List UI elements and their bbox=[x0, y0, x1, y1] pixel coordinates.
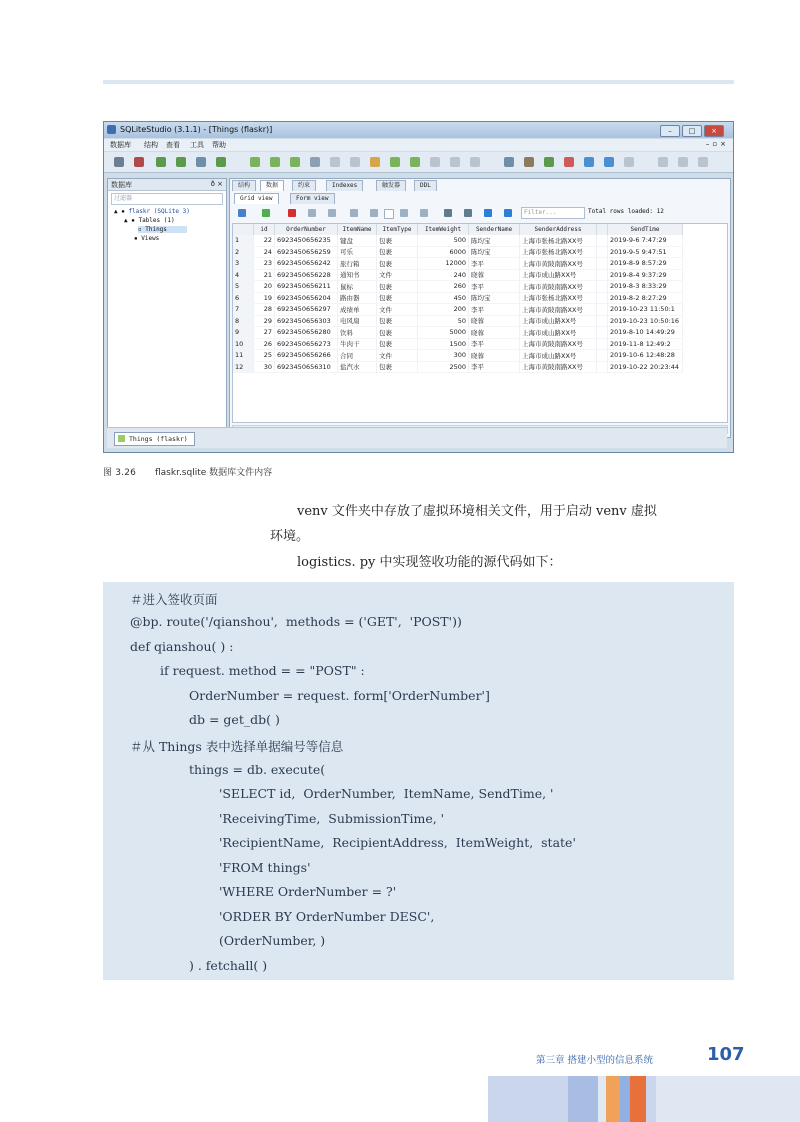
title-bar bbox=[104, 122, 733, 138]
mdi-controls[interactable]: –▫× bbox=[705, 140, 729, 148]
table-row[interactable] bbox=[233, 258, 683, 270]
table-cell[interactable]: 饮料 bbox=[338, 327, 377, 339]
table-row[interactable] bbox=[233, 304, 683, 316]
table-cell[interactable]: 5000 bbox=[418, 327, 469, 339]
view-subtabs bbox=[234, 192, 434, 204]
add-db-icon[interactable] bbox=[156, 157, 166, 167]
edit-index-icon[interactable] bbox=[330, 157, 340, 167]
table-cell[interactable]: 上海市成山路XX号 bbox=[520, 315, 597, 327]
table-cell[interactable]: 2019-10-23 10:50:16 bbox=[608, 315, 683, 327]
table-cell[interactable]: 6000 bbox=[418, 246, 469, 258]
tab-data[interactable]: 数据 bbox=[260, 180, 284, 191]
menu-database[interactable]: 数据库 bbox=[110, 141, 131, 149]
table-cell[interactable]: 20 bbox=[254, 281, 275, 293]
new-view-icon[interactable] bbox=[430, 157, 440, 167]
code-line-3: def qianshou( ) : bbox=[130, 639, 234, 654]
import-icon[interactable] bbox=[564, 157, 574, 167]
table-cell[interactable] bbox=[597, 350, 608, 362]
table-cell[interactable]: 28 bbox=[254, 304, 275, 316]
table-cell[interactable]: 上海市成山路XX号 bbox=[520, 327, 597, 339]
table-cell[interactable] bbox=[597, 258, 608, 270]
database-panel-title: 数据库 bbox=[111, 181, 132, 189]
table-cell[interactable]: 6923450656303 bbox=[275, 315, 338, 327]
close-button[interactable]: × bbox=[704, 125, 724, 137]
table-cell[interactable] bbox=[597, 235, 608, 246]
table-cell[interactable]: 6923450656297 bbox=[275, 304, 338, 316]
minimize-button[interactable]: – bbox=[660, 125, 680, 137]
footer-band-7 bbox=[646, 1076, 656, 1122]
code-line-4: if request. method = = "POST" : bbox=[160, 663, 365, 678]
table-cell[interactable]: 2019-10-6 12:48:28 bbox=[608, 350, 683, 362]
footer-band-5 bbox=[620, 1076, 630, 1122]
table-cell[interactable]: 23 bbox=[254, 258, 275, 270]
commit-icon[interactable] bbox=[262, 209, 270, 217]
open-sql-icon[interactable] bbox=[524, 157, 534, 167]
table-icon bbox=[118, 435, 125, 442]
delete-view-icon[interactable] bbox=[470, 157, 480, 167]
table-cell[interactable]: 文件 bbox=[377, 269, 418, 281]
col-rownum[interactable] bbox=[233, 224, 254, 235]
col-senderaddress[interactable]: SenderAddress bbox=[520, 224, 597, 235]
database-panel bbox=[107, 178, 227, 438]
footer-band-3 bbox=[598, 1076, 606, 1122]
arrange-icon[interactable] bbox=[698, 157, 708, 167]
table-row[interactable] bbox=[233, 338, 683, 350]
table-cell[interactable]: 27 bbox=[254, 327, 275, 339]
code-line-5: OrderNumber = request. form['OrderNumber'] bbox=[189, 688, 490, 703]
tab-triggers[interactable]: 触发器 bbox=[376, 180, 406, 191]
table-cell[interactable]: 包裹 bbox=[377, 281, 418, 293]
col-ordernumber[interactable]: OrderNumber bbox=[275, 224, 338, 235]
table-cell[interactable]: 11 bbox=[233, 350, 254, 362]
figure-text: flaskr.sqlite 数据库文件内容 bbox=[154, 468, 273, 478]
table-cell[interactable]: 上海市张杨北路XX号 bbox=[520, 235, 597, 246]
figure-number: 图 3.26 bbox=[103, 468, 137, 478]
cascade-icon[interactable] bbox=[678, 157, 688, 167]
table-cell[interactable]: 21 bbox=[254, 269, 275, 281]
table-cell[interactable]: 25 bbox=[254, 350, 275, 362]
table-cell[interactable]: 2019-11-8 12:49:2 bbox=[608, 338, 683, 350]
table-cell[interactable]: 240 bbox=[418, 269, 469, 281]
new-index-icon[interactable] bbox=[310, 157, 320, 167]
menu-help[interactable]: 帮助 bbox=[212, 141, 226, 149]
insert-row-icon[interactable] bbox=[308, 209, 316, 217]
delete-index-icon[interactable] bbox=[350, 157, 360, 167]
table-row[interactable] bbox=[233, 246, 683, 258]
table-window bbox=[229, 178, 731, 438]
table-cell[interactable] bbox=[597, 269, 608, 281]
tree-label-tables: Tables (1) bbox=[138, 217, 175, 224]
table-cell[interactable]: 晓蓉 bbox=[469, 350, 520, 362]
table-header-row bbox=[233, 224, 683, 235]
next-page-icon[interactable] bbox=[400, 209, 408, 217]
table-cell[interactable]: 6 bbox=[233, 292, 254, 304]
footer-band-4 bbox=[606, 1076, 620, 1122]
table-row[interactable] bbox=[233, 281, 683, 293]
panel-controls[interactable]: ð × bbox=[210, 180, 223, 188]
tree-item-views[interactable]: ▪ Views bbox=[134, 235, 160, 242]
db-filter-input[interactable]: 过滤器 bbox=[111, 193, 223, 205]
table-cell[interactable]: 上海市黄陂南路XX号 bbox=[520, 304, 597, 316]
edit-trigger-icon[interactable] bbox=[390, 157, 400, 167]
col-sendtime[interactable]: SendTime bbox=[608, 224, 683, 235]
tree-item-flaskr[interactable]: ▲ ▪ flaskr (SQLite 3) bbox=[114, 208, 190, 215]
code-line-6: db = get_db( ) bbox=[189, 712, 280, 727]
table-cell[interactable]: 200 bbox=[418, 304, 469, 316]
table-cell[interactable]: 2019-8-4 9:37:29 bbox=[608, 269, 683, 281]
table-cell[interactable]: 晓蓉 bbox=[469, 327, 520, 339]
tab-indexes[interactable]: Indexes bbox=[326, 180, 363, 191]
table-row[interactable] bbox=[233, 361, 683, 373]
import-data-icon[interactable] bbox=[464, 209, 472, 217]
menu-tools[interactable]: 工具 bbox=[190, 141, 204, 149]
table-cell[interactable]: 8 bbox=[233, 315, 254, 327]
tab-form-view[interactable]: Form view bbox=[290, 193, 335, 204]
col-id[interactable]: id bbox=[254, 224, 275, 235]
table-cell[interactable]: 1500 bbox=[418, 338, 469, 350]
table-cell[interactable]: 上海市黄陂南路XX号 bbox=[520, 338, 597, 350]
tab-constraints[interactable]: 约束 bbox=[292, 180, 316, 191]
table-cell[interactable]: 鼠标 bbox=[338, 281, 377, 293]
table-cell[interactable]: 键盘 bbox=[338, 235, 377, 246]
table-row[interactable] bbox=[233, 292, 683, 304]
export-data-icon[interactable] bbox=[444, 209, 452, 217]
table-cell[interactable]: 6923450656310 bbox=[275, 361, 338, 373]
table-cell[interactable]: 12000 bbox=[418, 258, 469, 270]
table-cell[interactable]: 2019-10-22 20:23:44 bbox=[608, 361, 683, 373]
refresh-icon[interactable] bbox=[216, 157, 226, 167]
tab-structure[interactable]: 结构 bbox=[232, 180, 256, 191]
footer-band-8 bbox=[656, 1076, 800, 1122]
code-line-10: 'ReceivingTime, SubmissionTime, ' bbox=[219, 811, 445, 826]
code-line-7: ＃从 Things 表中选择单据编号等信息 bbox=[130, 739, 344, 754]
table-row[interactable] bbox=[233, 327, 683, 339]
code-line-11: 'RecipientName, RecipientAddress, ItemWeight, state' bbox=[219, 835, 576, 850]
table-cell[interactable]: 陈均宝 bbox=[469, 292, 520, 304]
tab-grid-view[interactable]: Grid view bbox=[234, 193, 279, 204]
edit-table-icon[interactable] bbox=[270, 157, 280, 167]
table-cell[interactable]: 2019-9-6 7:47:29 bbox=[608, 235, 683, 246]
last-page-icon[interactable] bbox=[420, 209, 428, 217]
sql-editor-icon[interactable] bbox=[504, 157, 514, 167]
table-cell[interactable]: 6923450656211 bbox=[275, 281, 338, 293]
settings-icon[interactable] bbox=[584, 157, 594, 167]
table-cell[interactable]: 上海市张杨北路XX号 bbox=[520, 292, 597, 304]
delete-trigger-icon[interactable] bbox=[410, 157, 420, 167]
table-cell[interactable]: 成绩单 bbox=[338, 304, 377, 316]
refresh-data-icon[interactable] bbox=[238, 209, 246, 217]
footer-band-1 bbox=[488, 1076, 568, 1122]
maximize-button[interactable]: □ bbox=[682, 125, 702, 137]
table-cell[interactable]: 盐汽水 bbox=[338, 361, 377, 373]
table-cell[interactable] bbox=[597, 281, 608, 293]
code-line-9: 'SELECT id, OrderNumber, ItemName, SendTime, ' bbox=[219, 786, 554, 801]
table-cell[interactable]: 2019-9-5 9:47:51 bbox=[608, 246, 683, 258]
table-cell[interactable]: 文件 bbox=[377, 304, 418, 316]
table-row[interactable] bbox=[233, 269, 683, 281]
table-cell[interactable]: 文件 bbox=[377, 350, 418, 362]
table-cell[interactable]: 李平 bbox=[469, 281, 520, 293]
table-cell[interactable]: 26 bbox=[254, 338, 275, 350]
code-line-16: ) . fetchall( ) bbox=[189, 958, 268, 973]
table-cell[interactable]: 上海市张杨北路XX号 bbox=[520, 246, 597, 258]
table-cell[interactable]: 上海市成山路XX号 bbox=[520, 269, 597, 281]
table-cell[interactable]: 260 bbox=[418, 281, 469, 293]
apply-filter-icon[interactable] bbox=[484, 209, 492, 217]
col-hidden[interactable] bbox=[597, 224, 608, 235]
table-cell[interactable]: 29 bbox=[254, 315, 275, 327]
table-cell[interactable]: 6923450656280 bbox=[275, 327, 338, 339]
code-line-1: ＃进入签收页面 bbox=[130, 592, 218, 607]
table-cell[interactable]: 包裹 bbox=[377, 315, 418, 327]
table-cell[interactable]: 李平 bbox=[469, 304, 520, 316]
delete-table-icon[interactable] bbox=[290, 157, 300, 167]
col-sendername[interactable]: SenderName bbox=[469, 224, 520, 235]
new-trigger-icon[interactable] bbox=[370, 157, 380, 167]
table-cell[interactable]: 包裹 bbox=[377, 292, 418, 304]
code-line-15: (OrderNumber, ) bbox=[219, 933, 326, 948]
collations-icon[interactable] bbox=[624, 157, 634, 167]
table-cell[interactable]: 7 bbox=[233, 304, 254, 316]
data-table bbox=[233, 224, 683, 373]
table-cell[interactable]: 2019-8-2 8:27:29 bbox=[608, 292, 683, 304]
table-cell[interactable]: 2 bbox=[233, 246, 254, 258]
table-cell[interactable]: 22 bbox=[254, 235, 275, 246]
table-cell[interactable] bbox=[597, 361, 608, 373]
tree-item-things[interactable]: ▫ Things bbox=[138, 226, 187, 233]
table-cell[interactable]: 包裹 bbox=[377, 338, 418, 350]
table-row[interactable] bbox=[233, 315, 683, 327]
total-rows-label: Total rows loaded: 12 bbox=[588, 208, 664, 215]
menu-view[interactable]: 查看 bbox=[166, 141, 180, 149]
window-title: SQLiteStudio (3.1.1) - [Things (flaskr)] bbox=[120, 125, 273, 134]
table-cell[interactable]: 2019-8-3 8:33:29 bbox=[608, 281, 683, 293]
table-cell[interactable]: 4 bbox=[233, 269, 254, 281]
code-line-2: @bp. route('/qianshou', methods = ('GET', 'POST')) bbox=[130, 614, 462, 629]
code-line-12: 'FROM things' bbox=[219, 860, 311, 875]
database-panel-header bbox=[108, 179, 226, 191]
table-cell[interactable]: 陈均宝 bbox=[469, 235, 520, 246]
table-cell[interactable]: 李平 bbox=[469, 258, 520, 270]
edit-view-icon[interactable] bbox=[450, 157, 460, 167]
data-grid bbox=[232, 223, 728, 423]
first-page-icon[interactable] bbox=[350, 209, 358, 217]
table-cell[interactable]: 李平 bbox=[469, 361, 520, 373]
tree-label-views: Views bbox=[141, 235, 160, 242]
paragraph-line-1: venv 文件夹中存放了虚拟环境相关文件，用于启动 venv 虚拟 bbox=[297, 504, 657, 519]
clear-filter-icon[interactable] bbox=[504, 209, 512, 217]
prev-page-icon[interactable] bbox=[370, 209, 378, 217]
table-cell[interactable]: 可乐 bbox=[338, 246, 377, 258]
table-cell[interactable]: 包裹 bbox=[377, 361, 418, 373]
sqlitestudio-screenshot bbox=[103, 121, 734, 453]
table-row[interactable] bbox=[233, 350, 683, 362]
header-rule bbox=[103, 80, 734, 84]
table-cell[interactable]: 6923450656242 bbox=[275, 258, 338, 270]
table-cell[interactable]: 5 bbox=[233, 281, 254, 293]
table-cell[interactable] bbox=[597, 304, 608, 316]
disconnect-icon[interactable] bbox=[134, 157, 144, 167]
table-cell[interactable]: 通知书 bbox=[338, 269, 377, 281]
paragraph-line-3: logistics. py 中实现签收功能的源代码如下： bbox=[297, 555, 562, 570]
table-cell[interactable] bbox=[597, 315, 608, 327]
chapter-title: 第三章 搭建小型的信息系统 bbox=[536, 1055, 654, 1066]
table-cell[interactable]: 450 bbox=[418, 292, 469, 304]
app-icon bbox=[107, 125, 116, 134]
table-cell[interactable]: 1 bbox=[233, 235, 254, 246]
code-line-13: 'WHERE OrderNumber = ?' bbox=[219, 884, 397, 899]
table-cell[interactable]: 李平 bbox=[469, 338, 520, 350]
code-block bbox=[103, 582, 734, 980]
table-cell[interactable]: 路由器 bbox=[338, 292, 377, 304]
table-cell[interactable]: 上海市黄陂南路XX号 bbox=[520, 361, 597, 373]
table-cell[interactable]: 6923450656259 bbox=[275, 246, 338, 258]
table-cell[interactable]: 2500 bbox=[418, 361, 469, 373]
taskbar-item-things[interactable] bbox=[114, 432, 195, 446]
table-cell[interactable]: 旅行箱 bbox=[338, 258, 377, 270]
table-cell[interactable]: 6923450656228 bbox=[275, 269, 338, 281]
table-cell[interactable]: 晓蓉 bbox=[469, 315, 520, 327]
table-cell[interactable]: 牛肉干 bbox=[338, 338, 377, 350]
grid-toolbar bbox=[232, 206, 728, 220]
table-cell[interactable]: 6923450656235 bbox=[275, 235, 338, 246]
table-cell[interactable]: 50 bbox=[418, 315, 469, 327]
table-cell[interactable]: 9 bbox=[233, 327, 254, 339]
table-cell[interactable] bbox=[597, 292, 608, 304]
code-line-8: things = db. execute( bbox=[189, 762, 326, 777]
figure-caption bbox=[103, 465, 272, 478]
col-itemname[interactable]: ItemName bbox=[338, 224, 377, 235]
remove-db-icon[interactable] bbox=[196, 157, 206, 167]
table-row[interactable] bbox=[233, 235, 683, 246]
data-filter-input[interactable]: Filter... bbox=[521, 207, 585, 219]
tile-icon[interactable] bbox=[658, 157, 668, 167]
table-cell[interactable]: 2019-8-10 14:49:29 bbox=[608, 327, 683, 339]
table-cell[interactable]: 3 bbox=[233, 258, 254, 270]
table-cell[interactable]: 500 bbox=[418, 235, 469, 246]
footer-band-6 bbox=[630, 1076, 646, 1122]
connect-icon[interactable] bbox=[114, 157, 124, 167]
table-cell[interactable]: 6923450656273 bbox=[275, 338, 338, 350]
table-cell[interactable]: 包裹 bbox=[377, 258, 418, 270]
table-cell[interactable]: 2019-10-23 11:50:1 bbox=[608, 304, 683, 316]
table-cell[interactable]: 包裹 bbox=[377, 246, 418, 258]
new-table-icon[interactable] bbox=[250, 157, 260, 167]
table-cell[interactable]: 上海市成山路XX号 bbox=[520, 350, 597, 362]
table-cell[interactable]: 10 bbox=[233, 338, 254, 350]
tree-label-flaskr: flaskr (SQLite 3) bbox=[128, 208, 190, 215]
taskbar-item-label: Things (flaskr) bbox=[129, 435, 188, 443]
edit-db-icon[interactable] bbox=[176, 157, 186, 167]
main-toolbar bbox=[104, 152, 733, 173]
window-taskbar bbox=[107, 427, 727, 448]
tree-item-tables[interactable]: ▲ ▪ Tables (1) bbox=[124, 217, 175, 224]
table-tabs bbox=[230, 179, 730, 191]
code-line-14: 'ORDER BY OrderNumber DESC', bbox=[219, 909, 435, 924]
delete-row-icon[interactable] bbox=[328, 209, 336, 217]
tab-ddl[interactable]: DDL bbox=[414, 180, 437, 191]
footer-band-2 bbox=[568, 1076, 598, 1122]
table-cell[interactable]: 合同 bbox=[338, 350, 377, 362]
page-number-box[interactable] bbox=[384, 209, 394, 219]
table-cell[interactable]: 30 bbox=[254, 361, 275, 373]
table-cell[interactable]: 包裹 bbox=[377, 235, 418, 246]
export-icon[interactable] bbox=[544, 157, 554, 167]
tree-label-things: Things bbox=[145, 226, 167, 233]
table-cell[interactable]: 6923450656204 bbox=[275, 292, 338, 304]
table-cell[interactable]: 19 bbox=[254, 292, 275, 304]
page-number: 107 bbox=[707, 1044, 745, 1065]
table-cell[interactable]: 上海市黄陂南路XX号 bbox=[520, 258, 597, 270]
col-itemtype[interactable]: ItemType bbox=[377, 224, 418, 235]
rollback-icon[interactable] bbox=[288, 209, 296, 217]
table-cell[interactable]: 包裹 bbox=[377, 327, 418, 339]
table-cell[interactable] bbox=[597, 327, 608, 339]
menu-structure[interactable]: 结构 bbox=[144, 141, 158, 149]
table-cell[interactable]: 陈均宝 bbox=[469, 246, 520, 258]
functions-icon[interactable] bbox=[604, 157, 614, 167]
table-cell[interactable]: 300 bbox=[418, 350, 469, 362]
table-cell[interactable] bbox=[597, 246, 608, 258]
table-cell[interactable]: 2019-8-9 8:57:29 bbox=[608, 258, 683, 270]
table-cell[interactable]: 24 bbox=[254, 246, 275, 258]
table-cell[interactable]: 晓蓉 bbox=[469, 269, 520, 281]
table-cell[interactable]: 上海市黄陂南路XX号 bbox=[520, 281, 597, 293]
table-cell[interactable]: 电风扇 bbox=[338, 315, 377, 327]
paragraph-line-2: 环境。 bbox=[270, 529, 310, 544]
table-cell[interactable]: 12 bbox=[233, 361, 254, 373]
table-cell[interactable] bbox=[597, 338, 608, 350]
table-cell[interactable]: 6923450656266 bbox=[275, 350, 338, 362]
menu-bar bbox=[104, 139, 733, 151]
col-itemweight[interactable]: ItemWeight bbox=[418, 224, 469, 235]
